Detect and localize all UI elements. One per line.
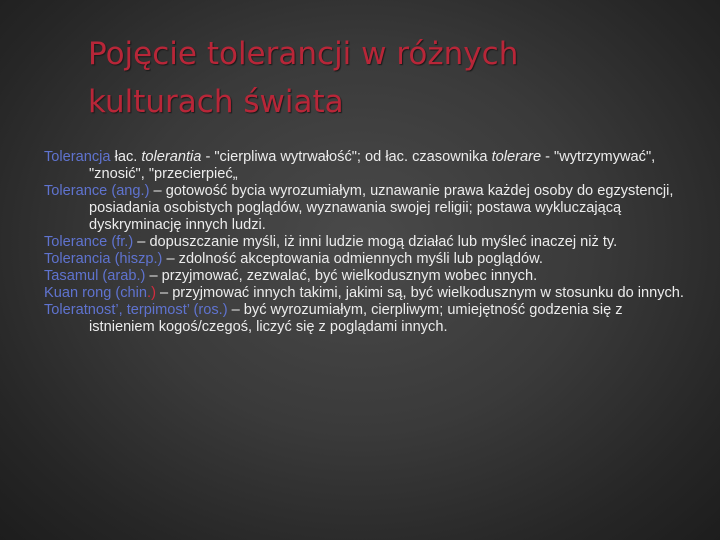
definition-term: Tasamul (arab.) [44, 268, 146, 284]
latin-word-tolerare: tolerare [491, 149, 542, 165]
definitions-list [44, 149, 686, 336]
definition-term: Kuan rong (chin [44, 285, 148, 301]
definition-russian [44, 302, 686, 336]
definition-term: Tolerancia (hiszp.) [44, 251, 163, 267]
definition-term: Tolerance (fr.) [44, 234, 134, 250]
slide-title [88, 30, 688, 126]
definition-text: łac. [110, 149, 142, 165]
definition-text: – zdolność akceptowania odmiennych myśli lub poglądów. [162, 251, 543, 267]
title-line-2: kulturach świata [88, 84, 344, 120]
definition-text: - "cierpliwa wytrwałość"; od łac. czasownika [201, 149, 492, 165]
definition-arabic [44, 268, 686, 285]
definition-term: Toleratnost’, terpimost’ (ros.) [44, 302, 228, 318]
latin-word-tolerantia: tolerantia [141, 149, 202, 165]
definition-term-suffix: .) [147, 285, 156, 301]
definition-text: – być wyrozumiałym, cierpliwym; umiejętność godzenia się z istnieniem kogoś/czegoś, liczyć się z poglądami innych. [89, 302, 623, 335]
definition-chinese [44, 285, 686, 302]
definition-spanish [44, 251, 686, 268]
definition-english [44, 183, 686, 234]
definition-text: – dopuszczanie myśli, iż inni ludzie mogą działać lub myśleć inaczej niż ty. [133, 234, 618, 250]
definition-term: Tolerance (ang.) [44, 183, 150, 199]
definition-term: Tolerancja [44, 149, 111, 165]
definition-french [44, 234, 686, 251]
definition-latin [44, 149, 686, 183]
definition-text: – przyjmować, zezwalać, być wielkodusznym wobec innych. [145, 268, 538, 284]
definition-text: – przyjmować innych takimi, jakimi są, być wielkodusznym w stosunku do innych. [155, 285, 684, 301]
title-line-1: Pojęcie tolerancji w różnych [88, 36, 519, 72]
definition-text: - "wytrzymywać", "znosić", "przecierpieć„ [89, 149, 656, 182]
definition-text: – gotowość bycia wyrozumiałym, uznawanie prawa każdej osoby do egzystencji, posiadania osobistych poglądów, wyznawania swojej religii; postawa wykluczającą dyskryminację innych ludzi. [89, 183, 674, 233]
